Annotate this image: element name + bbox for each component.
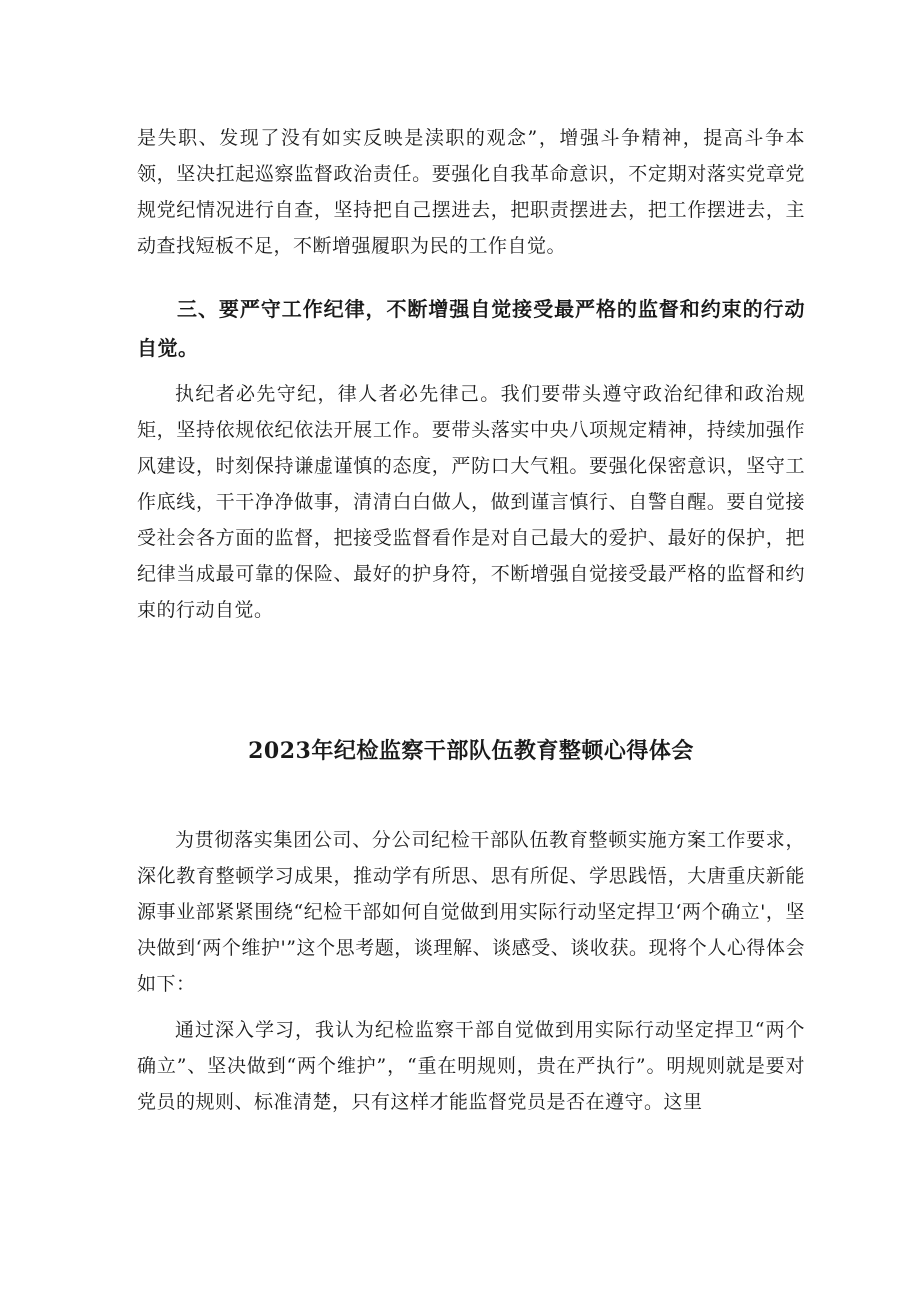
body-paragraph: 为贯彻落实集团公司、分公司纪检干部队伍教育整顿实施方案工作要求，深化教育整顿学习成果，推动学有所思、思有所促、学思践悟，大唐重庆新能源事业部紧紧围绕“纪检干部如何自觉做到用实际行动坚定捍卫‘两个确立'，坚决做到‘两个维护'”这个思考题，谈理解、谈感受、谈收获。现将个人心得体会如下：: [137, 829, 805, 995]
article-title: 2023年纪检监察干部队伍教育整顿心得体会: [248, 738, 694, 764]
section-heading: 三、要严守工作纪律，不断增强自觉接受最严格的监督和约束的行动自觉。: [137, 297, 805, 360]
body-paragraph: 执纪者必先守纪，律人者必先律己。我们要带头遵守政治纪律和政治规矩，坚持依规依纪依法开展工作。要带头落实中央八项规定精神，持续加强作风建设，时刻保持谦虚谨慎的态度，严防口大气粗。要强化保密意识，坚守工作底线，干干净净做事，清清白白做人，做到谨言慎行、自警自醒。要自觉接受社会各方面的监督，把接受监督看作是对自己最大的爱护、最好的保护，把纪律当成最可靠的保险、最好的护身符，不断增强自觉接受最严格的监督和约束的行动自觉。: [137, 383, 805, 621]
body-paragraph: 通过深入学习，我认为纪检监察干部自觉做到用实际行动坚定捍卫“两个确立”、坚决做到“两个维护”，“重在明规则，贵在严执行”。明规则就是要对党员的规则、标准清楚，只有这样才能监督党员是否在遵守。这里: [137, 1019, 805, 1113]
body-paragraph: 是失职、发现了没有如实反映是渎职的观念”，增强斗争精神，提高斗争本领，坚决扛起巡察监督政治责任。要强化自我革命意识，不定期对落实党章党规党纪情况进行自查，坚持把自己摆进去，把职责摆进去，把工作摆进去，主动查找短板不足，不断增强履职为民的工作自觉。: [137, 127, 805, 257]
